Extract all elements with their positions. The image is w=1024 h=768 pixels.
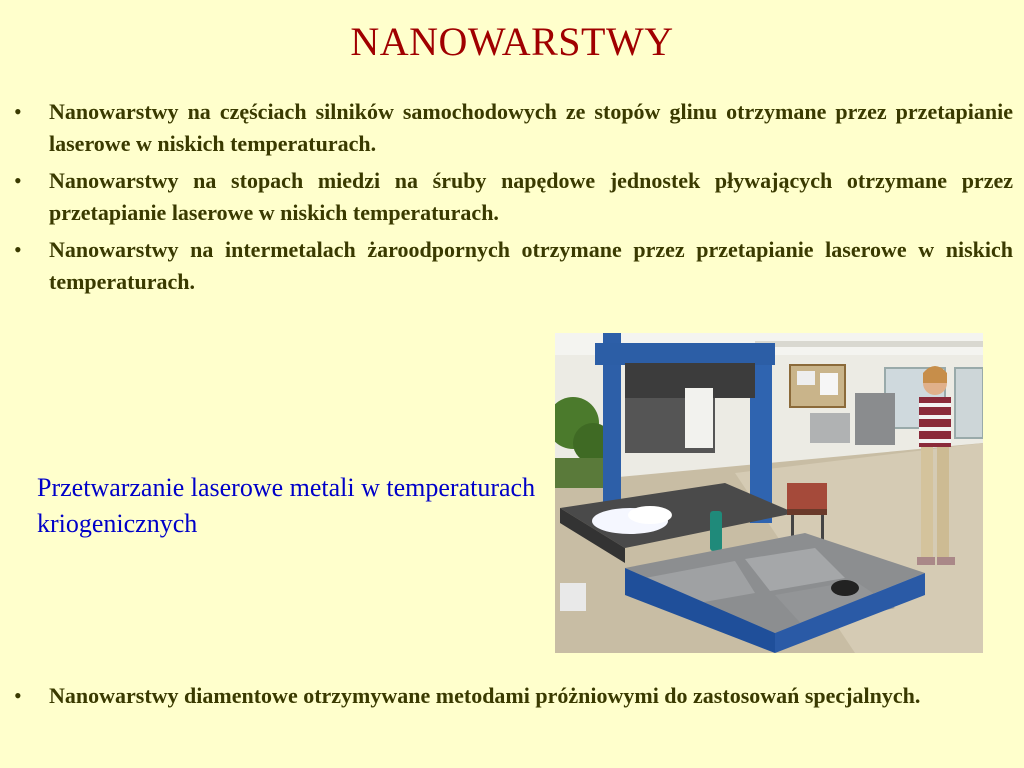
bullet-text: Nanowarstwy na częściach silników samochodowych ze stopów glinu otrzymane przez przetapianie laserowe w niskich temperaturach. — [49, 99, 1013, 156]
slide-title: NANOWARSTWY — [350, 19, 674, 64]
bottom-bullet-list — [12, 680, 1013, 712]
bullet-item — [12, 680, 1013, 712]
bullet-text: Nanowarstwy na stopach miedzi na śruby napędowe jednostek pływających otrzymane przez przetapianie laserowe w niskich temperaturach. — [49, 168, 1013, 225]
laser-workshop-photo — [555, 333, 983, 653]
bullet-icon: • — [14, 683, 22, 708]
bullet-icon: • — [14, 168, 22, 193]
bullet-icon: • — [14, 237, 22, 262]
bullet-item — [12, 234, 1013, 298]
bullet-text: Nanowarstwy na intermetalach żaroodpornych otrzymane przez przetapianie laserowe w niskich temperaturach. — [49, 237, 1013, 294]
bullet-text: Nanowarstwy diamentowe otrzymywane metodami próżniowymi do zastosowań specjalnych. — [49, 683, 921, 708]
bullet-item — [12, 96, 1013, 160]
bullet-icon: • — [14, 99, 22, 124]
photo-caption: Przetwarzanie laserowe metali w temperaturach kriogenicznych — [37, 473, 536, 538]
bullet-item — [12, 165, 1013, 229]
bullet-list — [12, 96, 1013, 303]
